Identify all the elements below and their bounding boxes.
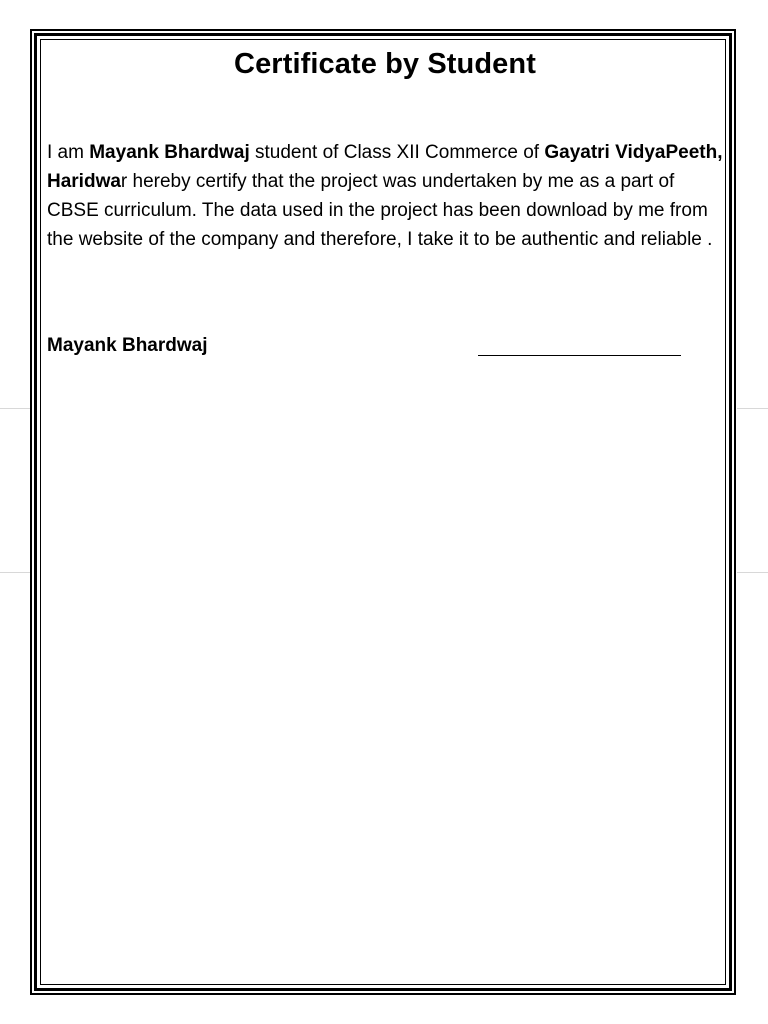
- certificate-content: [47, 44, 723, 273]
- signature-row: [47, 335, 687, 365]
- signer-name: Mayank Bhardwaj: [47, 335, 208, 356]
- paragraph-certification-text: r hereby certify that the project was undertaken by me as a part of CBSE curriculum. The data used in the project has been download by me from the website of the company and therefore, I take it to be authentic and reliable .: [47, 171, 713, 250]
- paragraph-school-name: Gayatri VidyaPeeth, Haridwa: [47, 142, 723, 192]
- paragraph-intro: I am: [47, 142, 90, 163]
- edge-guide-right-bottom: [737, 572, 768, 573]
- edge-guide-right-top: [737, 408, 768, 409]
- paragraph-class-text: student of Class XII Commerce of: [249, 142, 545, 163]
- edge-guide-left-bottom: [0, 572, 30, 573]
- edge-guide-left-top: [0, 408, 30, 409]
- paragraph-student-name: Mayank Bhardwaj: [89, 142, 250, 163]
- certificate-paragraph: [47, 138, 723, 254]
- certificate-title: Certificate by Student: [234, 48, 536, 80]
- signature-line: [478, 355, 681, 356]
